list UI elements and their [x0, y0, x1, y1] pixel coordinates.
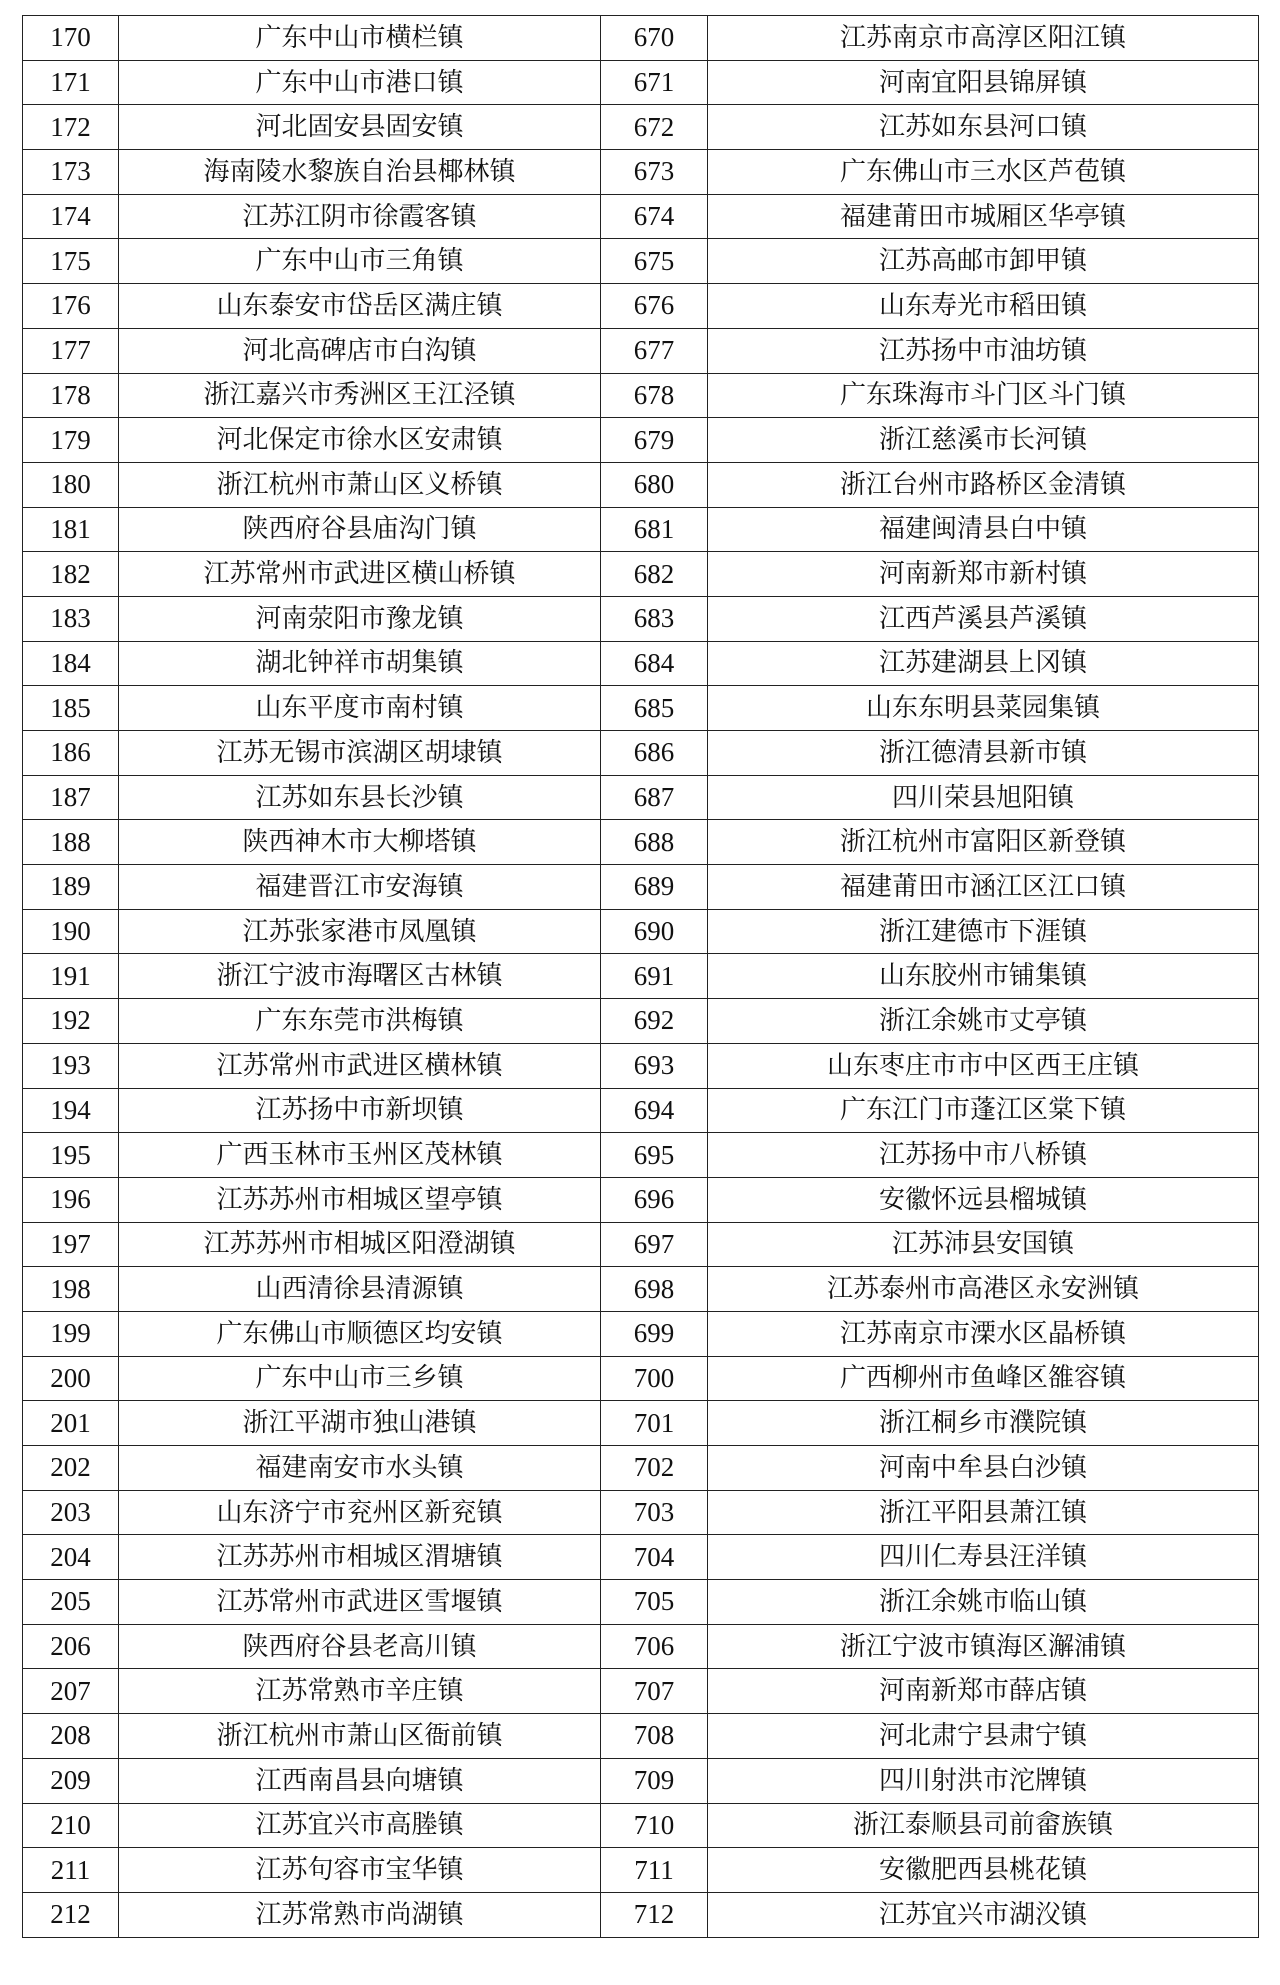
table-row — [23, 641, 1259, 686]
right-town-cell: 四川荣县旭阳镇 — [708, 775, 1259, 820]
left-town-cell: 浙江嘉兴市秀洲区王江泾镇 — [119, 373, 601, 418]
right-town-cell: 福建莆田市涵江区江口镇 — [708, 865, 1259, 910]
left-town-cell: 浙江杭州市萧山区衙前镇 — [119, 1714, 601, 1759]
left-index-cell: 193 — [23, 1043, 119, 1088]
left-index-cell: 171 — [23, 60, 119, 105]
left-town-cell: 福建晋江市安海镇 — [119, 865, 601, 910]
left-index-cell: 194 — [23, 1088, 119, 1133]
left-town-cell: 湖北钟祥市胡集镇 — [119, 641, 601, 686]
left-town-cell: 江苏张家港市凤凰镇 — [119, 909, 601, 954]
left-town-cell: 河北高碑店市白沟镇 — [119, 328, 601, 373]
left-index-cell: 195 — [23, 1133, 119, 1178]
left-town-cell: 山东济宁市兖州区新兖镇 — [119, 1490, 601, 1535]
left-index-cell: 209 — [23, 1758, 119, 1803]
left-town-cell: 浙江平湖市独山港镇 — [119, 1401, 601, 1446]
right-index-cell: 682 — [601, 552, 708, 597]
right-town-cell: 江苏泰州市高港区永安洲镇 — [708, 1267, 1259, 1312]
table-row — [23, 1803, 1259, 1848]
left-index-cell: 197 — [23, 1222, 119, 1267]
left-index-cell: 210 — [23, 1803, 119, 1848]
left-index-cell: 201 — [23, 1401, 119, 1446]
table-body — [23, 16, 1259, 1938]
left-index-cell: 187 — [23, 775, 119, 820]
left-index-cell: 170 — [23, 16, 119, 61]
right-town-cell: 四川射洪市沱牌镇 — [708, 1758, 1259, 1803]
left-town-cell: 广东中山市横栏镇 — [119, 16, 601, 61]
right-index-cell: 692 — [601, 999, 708, 1044]
left-town-cell: 江西南昌县向塘镇 — [119, 1758, 601, 1803]
right-town-cell: 安徽怀远县榴城镇 — [708, 1177, 1259, 1222]
left-town-cell: 江苏江阴市徐霞客镇 — [119, 194, 601, 239]
left-town-cell: 福建南安市水头镇 — [119, 1446, 601, 1491]
left-town-cell: 江苏常州市武进区横山桥镇 — [119, 552, 601, 597]
table-row — [23, 1669, 1259, 1714]
left-index-cell: 177 — [23, 328, 119, 373]
right-index-cell: 670 — [601, 16, 708, 61]
right-index-cell: 696 — [601, 1177, 708, 1222]
table-row — [23, 194, 1259, 239]
left-index-cell: 188 — [23, 820, 119, 865]
left-index-cell: 206 — [23, 1624, 119, 1669]
table-row — [23, 820, 1259, 865]
right-town-cell: 浙江桐乡市濮院镇 — [708, 1401, 1259, 1446]
table-row — [23, 16, 1259, 61]
right-index-cell: 693 — [601, 1043, 708, 1088]
left-index-cell: 207 — [23, 1669, 119, 1714]
left-index-cell: 199 — [23, 1311, 119, 1356]
right-town-cell: 浙江建德市下涯镇 — [708, 909, 1259, 954]
left-town-cell: 陕西府谷县庙沟门镇 — [119, 507, 601, 552]
left-town-cell: 江苏宜兴市高塍镇 — [119, 1803, 601, 1848]
left-index-cell: 208 — [23, 1714, 119, 1759]
table-row — [23, 1446, 1259, 1491]
right-index-cell: 708 — [601, 1714, 708, 1759]
table-row — [23, 1848, 1259, 1893]
right-index-cell: 687 — [601, 775, 708, 820]
table-row — [23, 1222, 1259, 1267]
table-row — [23, 150, 1259, 195]
right-town-cell: 江苏建湖县上冈镇 — [708, 641, 1259, 686]
town-list-table — [22, 15, 1259, 1938]
left-town-cell: 山东泰安市岱岳区满庄镇 — [119, 284, 601, 329]
right-index-cell: 710 — [601, 1803, 708, 1848]
right-index-cell: 701 — [601, 1401, 708, 1446]
table-row — [23, 1714, 1259, 1759]
right-index-cell: 679 — [601, 418, 708, 463]
table-row — [23, 1311, 1259, 1356]
left-index-cell: 185 — [23, 686, 119, 731]
right-town-cell: 浙江平阳县萧江镇 — [708, 1490, 1259, 1535]
right-index-cell: 707 — [601, 1669, 708, 1714]
table-row — [23, 909, 1259, 954]
right-town-cell: 福建莆田市城厢区华亭镇 — [708, 194, 1259, 239]
right-index-cell: 689 — [601, 865, 708, 910]
right-index-cell: 685 — [601, 686, 708, 731]
left-index-cell: 178 — [23, 373, 119, 418]
right-index-cell: 706 — [601, 1624, 708, 1669]
left-index-cell: 203 — [23, 1490, 119, 1535]
left-town-cell: 江苏无锡市滨湖区胡埭镇 — [119, 731, 601, 776]
table-row — [23, 1892, 1259, 1937]
table-row — [23, 1088, 1259, 1133]
right-town-cell: 广东江门市蓬江区棠下镇 — [708, 1088, 1259, 1133]
left-index-cell: 190 — [23, 909, 119, 954]
left-town-cell: 浙江宁波市海曙区古林镇 — [119, 954, 601, 999]
right-index-cell: 697 — [601, 1222, 708, 1267]
left-town-cell: 山东平度市南村镇 — [119, 686, 601, 731]
right-index-cell: 672 — [601, 105, 708, 150]
right-index-cell: 678 — [601, 373, 708, 418]
left-town-cell: 江苏常州市武进区雪堰镇 — [119, 1580, 601, 1625]
left-town-cell: 江苏苏州市相城区渭塘镇 — [119, 1535, 601, 1580]
right-index-cell: 684 — [601, 641, 708, 686]
right-town-cell: 江苏南京市溧水区晶桥镇 — [708, 1311, 1259, 1356]
left-index-cell: 182 — [23, 552, 119, 597]
right-town-cell: 浙江余姚市临山镇 — [708, 1580, 1259, 1625]
right-town-cell: 浙江泰顺县司前畲族镇 — [708, 1803, 1259, 1848]
right-town-cell: 浙江台州市路桥区金清镇 — [708, 462, 1259, 507]
right-index-cell: 702 — [601, 1446, 708, 1491]
left-town-cell: 江苏扬中市新坝镇 — [119, 1088, 601, 1133]
table-row — [23, 60, 1259, 105]
table-row — [23, 507, 1259, 552]
right-town-cell: 河南中牟县白沙镇 — [708, 1446, 1259, 1491]
left-town-cell: 广西玉林市玉州区茂林镇 — [119, 1133, 601, 1178]
left-town-cell: 广东中山市三乡镇 — [119, 1356, 601, 1401]
right-index-cell: 690 — [601, 909, 708, 954]
right-town-cell: 江苏宜兴市湖㳇镇 — [708, 1892, 1259, 1937]
right-index-cell: 671 — [601, 60, 708, 105]
left-town-cell: 广东东莞市洪梅镇 — [119, 999, 601, 1044]
right-town-cell: 河北肃宁县肃宁镇 — [708, 1714, 1259, 1759]
left-town-cell: 海南陵水黎族自治县椰林镇 — [119, 150, 601, 195]
table-row — [23, 552, 1259, 597]
left-town-cell: 江苏如东县长沙镇 — [119, 775, 601, 820]
left-town-cell: 广东中山市港口镇 — [119, 60, 601, 105]
right-town-cell: 四川仁寿县汪洋镇 — [708, 1535, 1259, 1580]
right-town-cell: 江苏南京市高淳区阳江镇 — [708, 16, 1259, 61]
left-town-cell: 江苏苏州市相城区望亭镇 — [119, 1177, 601, 1222]
left-index-cell: 186 — [23, 731, 119, 776]
left-town-cell: 陕西府谷县老高川镇 — [119, 1624, 601, 1669]
right-town-cell: 山东胶州市铺集镇 — [708, 954, 1259, 999]
table-row — [23, 731, 1259, 776]
right-town-cell: 江苏扬中市油坊镇 — [708, 328, 1259, 373]
left-town-cell: 广东中山市三角镇 — [119, 239, 601, 284]
right-index-cell: 700 — [601, 1356, 708, 1401]
table-row — [23, 418, 1259, 463]
right-town-cell: 河南新郑市薛店镇 — [708, 1669, 1259, 1714]
right-town-cell: 浙江慈溪市长河镇 — [708, 418, 1259, 463]
left-town-cell: 浙江杭州市萧山区义桥镇 — [119, 462, 601, 507]
right-index-cell: 674 — [601, 194, 708, 239]
right-town-cell: 山东枣庄市市中区西王庄镇 — [708, 1043, 1259, 1088]
table-row — [23, 1356, 1259, 1401]
right-index-cell: 691 — [601, 954, 708, 999]
left-index-cell: 200 — [23, 1356, 119, 1401]
left-index-cell: 181 — [23, 507, 119, 552]
table-row — [23, 686, 1259, 731]
right-town-cell: 山东东明县菜园集镇 — [708, 686, 1259, 731]
right-town-cell: 江苏高邮市卸甲镇 — [708, 239, 1259, 284]
right-town-cell: 河南宜阳县锦屏镇 — [708, 60, 1259, 105]
right-town-cell: 广东珠海市斗门区斗门镇 — [708, 373, 1259, 418]
right-index-cell: 705 — [601, 1580, 708, 1625]
left-index-cell: 175 — [23, 239, 119, 284]
right-index-cell: 711 — [601, 1848, 708, 1893]
left-index-cell: 174 — [23, 194, 119, 239]
right-town-cell: 浙江德清县新市镇 — [708, 731, 1259, 776]
right-index-cell: 688 — [601, 820, 708, 865]
table-row — [23, 865, 1259, 910]
table-row — [23, 284, 1259, 329]
table-row — [23, 1490, 1259, 1535]
left-index-cell: 179 — [23, 418, 119, 463]
left-index-cell: 192 — [23, 999, 119, 1044]
table-row — [23, 1043, 1259, 1088]
left-index-cell: 191 — [23, 954, 119, 999]
left-index-cell: 211 — [23, 1848, 119, 1893]
right-town-cell: 江苏扬中市八桥镇 — [708, 1133, 1259, 1178]
right-town-cell: 浙江宁波市镇海区澥浦镇 — [708, 1624, 1259, 1669]
right-town-cell: 安徽肥西县桃花镇 — [708, 1848, 1259, 1893]
right-town-cell: 广东佛山市三水区芦苞镇 — [708, 150, 1259, 195]
table-row — [23, 1580, 1259, 1625]
right-index-cell: 677 — [601, 328, 708, 373]
left-index-cell: 204 — [23, 1535, 119, 1580]
left-index-cell: 180 — [23, 462, 119, 507]
table-row — [23, 1535, 1259, 1580]
table-row — [23, 462, 1259, 507]
right-index-cell: 686 — [601, 731, 708, 776]
table-row — [23, 105, 1259, 150]
right-index-cell: 703 — [601, 1490, 708, 1535]
left-index-cell: 173 — [23, 150, 119, 195]
right-index-cell: 704 — [601, 1535, 708, 1580]
right-index-cell: 681 — [601, 507, 708, 552]
right-index-cell: 699 — [601, 1311, 708, 1356]
table-row — [23, 775, 1259, 820]
right-town-cell: 浙江余姚市丈亭镇 — [708, 999, 1259, 1044]
right-index-cell: 709 — [601, 1758, 708, 1803]
left-index-cell: 172 — [23, 105, 119, 150]
table-row — [23, 1177, 1259, 1222]
table-row — [23, 373, 1259, 418]
left-town-cell: 江苏句容市宝华镇 — [119, 1848, 601, 1893]
left-index-cell: 198 — [23, 1267, 119, 1312]
table-row — [23, 954, 1259, 999]
table-row — [23, 239, 1259, 284]
left-index-cell: 176 — [23, 284, 119, 329]
right-town-cell: 江西芦溪县芦溪镇 — [708, 596, 1259, 641]
table-row — [23, 999, 1259, 1044]
left-town-cell: 河南荥阳市豫龙镇 — [119, 596, 601, 641]
right-index-cell: 683 — [601, 596, 708, 641]
left-town-cell: 广东佛山市顺德区均安镇 — [119, 1311, 601, 1356]
table-row — [23, 1401, 1259, 1446]
right-town-cell: 山东寿光市稻田镇 — [708, 284, 1259, 329]
left-town-cell: 江苏常熟市辛庄镇 — [119, 1669, 601, 1714]
left-index-cell: 196 — [23, 1177, 119, 1222]
right-index-cell: 680 — [601, 462, 708, 507]
left-index-cell: 202 — [23, 1446, 119, 1491]
left-town-cell: 江苏常州市武进区横林镇 — [119, 1043, 601, 1088]
right-index-cell: 694 — [601, 1088, 708, 1133]
table-row — [23, 1267, 1259, 1312]
left-town-cell: 山西清徐县清源镇 — [119, 1267, 601, 1312]
left-index-cell: 184 — [23, 641, 119, 686]
right-town-cell: 浙江杭州市富阳区新登镇 — [708, 820, 1259, 865]
left-index-cell: 189 — [23, 865, 119, 910]
right-town-cell: 福建闽清县白中镇 — [708, 507, 1259, 552]
left-town-cell: 陕西神木市大柳塔镇 — [119, 820, 601, 865]
left-index-cell: 183 — [23, 596, 119, 641]
right-town-cell: 江苏沛县安国镇 — [708, 1222, 1259, 1267]
table-row — [23, 596, 1259, 641]
left-town-cell: 江苏苏州市相城区阳澄湖镇 — [119, 1222, 601, 1267]
left-town-cell: 河北固安县固安镇 — [119, 105, 601, 150]
table-row — [23, 328, 1259, 373]
right-index-cell: 676 — [601, 284, 708, 329]
left-index-cell: 212 — [23, 1892, 119, 1937]
right-town-cell: 河南新郑市新村镇 — [708, 552, 1259, 597]
right-index-cell: 712 — [601, 1892, 708, 1937]
right-index-cell: 698 — [601, 1267, 708, 1312]
right-town-cell: 江苏如东县河口镇 — [708, 105, 1259, 150]
right-town-cell: 广西柳州市鱼峰区雒容镇 — [708, 1356, 1259, 1401]
left-town-cell: 江苏常熟市尚湖镇 — [119, 1892, 601, 1937]
left-index-cell: 205 — [23, 1580, 119, 1625]
right-index-cell: 673 — [601, 150, 708, 195]
right-index-cell: 695 — [601, 1133, 708, 1178]
table-row — [23, 1624, 1259, 1669]
left-town-cell: 河北保定市徐水区安肃镇 — [119, 418, 601, 463]
right-index-cell: 675 — [601, 239, 708, 284]
table-row — [23, 1758, 1259, 1803]
table-row — [23, 1133, 1259, 1178]
